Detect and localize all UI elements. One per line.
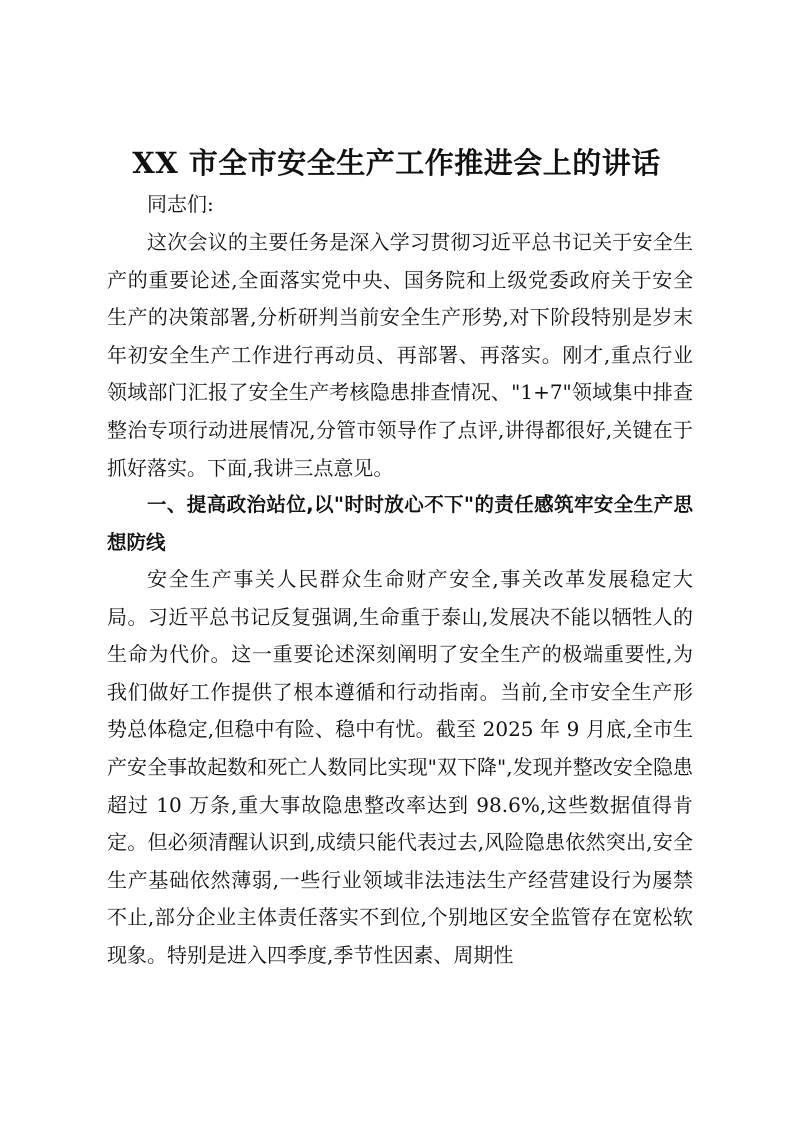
section-1-paragraph: 安全生产事关人民群众生命财产安全,事关改革发展稳定大局。习近平总书记反复强调,生命重于泰山,发展决不能以牺牲人的生命为代价。这一重要论述深刻阐明了安全生产的极端重要性,为我们做好工作提供了根本遵循和行动指南。当前,全市安全生产形势总体稳定,但稳中有险、稳中有忧。截至 2025 年 9 月底,全市生产安全事故起数和死亡人数同比实现"双下降",发现并整改安全隐患超过 10 万条,重大事故隐患整改率达到 98.6%,这些数据值得肯定。但必须清醒认识到,成绩只能代表过去,风险隐患依然突出,安全生产基础依然薄弱,一些行业领域非法违法生产经营建设行为屡禁不止,部分企业主体责任落实不到位,个别地区安全监管存在宽松软现象。特别是进入四季度,季节性因素、周期性 (107, 567, 693, 967)
document-title: XX 市全市安全生产工作推进会上的讲话 (132, 146, 661, 180)
greeting: 同志们: (147, 192, 214, 216)
section-heading-1: 一、提高政治站位,以"时时放心不下"的责任感筑牢安全生产思想防线 (107, 493, 693, 554)
intro-paragraph: 这次会议的主要任务是深入学习贯彻习近平总书记关于安全生产的重要论述,全面落实党中央、国务院和上级党委政府关于安全生产的决策部署,分析研判当前安全生产形势,对下阶段特别是岁末年初安全生产工作进行再动员、再部署、再落实。刚才,重点行业领域部门汇报了安全生产考核隐患排查情况、"1+7"领域集中排查整治专项行动进展情况,分管市领导作了点评,讲得都很好,关键在于抓好落实。下面,我讲三点意见。 (107, 230, 693, 480)
